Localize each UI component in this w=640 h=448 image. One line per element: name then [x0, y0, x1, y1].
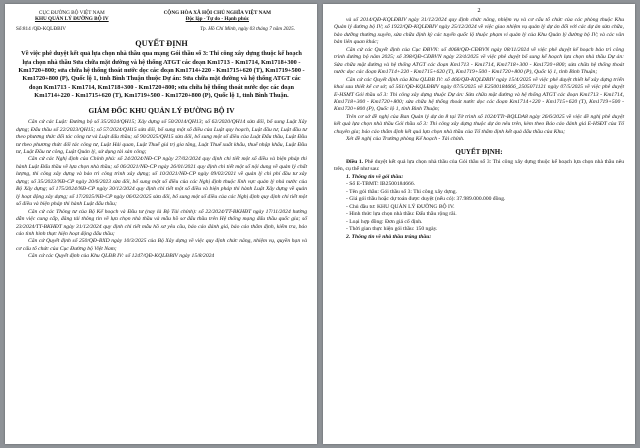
document-meta [16, 26, 307, 32]
section-package-info: 1. Thông tin về gói thầu: [346, 173, 404, 180]
legal-basis-paragraph: Căn cứ các Quyết định của Khu QLĐB IV: số 466/QĐ-KQLĐBIV ngày 15/4/2025 về việc phê duyệt thiết kế xây dựng triển khai sau thiết kế cơ sở; số 561/QĐ-KQLĐBIV ngày 07/5/2025 về E2500184666_2505071121 ngày 07/5/2025 về việc phê duyệt E-HSMT Gói thầu số 3: Thi công xây dựng thuộc Dự án: Sửa chữa mặt đường và hệ thống ATGT các đoạn Km1713 - Km1714, Km1718+300 - Km1720+800; sửa chữa hệ thống thoát nước dọc các đoạn Km1714+220 - Km1715+620 (T), Km1719+500 - Km1720+800 (P), Quốc lộ 1, tỉnh Bình Thuận; [334, 76, 624, 113]
letterhead [16, 10, 307, 22]
legal-basis-paragraph: Căn cứ các Nghị định của Chính phủ: số 24/2024/NĐ-CP ngày 27/02/2024 quy định chi tiết một số điều và biện pháp thi hành Luật Đấu thầu về lựa chọn nhà thầu; số 06/2021/NĐ-CP ngày 26/01/2021 quy định chi tiết một số nội dung về quản lý chất lượng, thi công xây dựng và bảo trì công trình xây dựng; số 10/2021/NĐ-CP ngày 09/02/2021 về quản lý chi phí đầu tư xây dựng; số 35/2023/NĐ-CP ngày 20/6/2023 sửa đổi, bổ sung một số điều của các Nghị định thuộc lĩnh vực quản lý nhà nước của Bộ Xây dựng; số 175/2024/NĐ-CP ngày 30/12/2024 quy định chi tiết một số điều và biện pháp thi hành Luật Xây dựng về quản lý hoạt động xây dựng; số 17/2025/NĐ-CP ngày 06/02/2025 sửa đổi, bổ sung một số điều của các Nghị định quy định chi tiết một số điều và biện pháp thi hành Luật đấu thầu; [16, 156, 307, 208]
article-1 [334, 159, 624, 174]
article-1-label: Điều 1. [346, 158, 364, 165]
agency-name: KHU QUẢN LÝ ĐƯỜNG BỘ IV [34, 16, 109, 23]
nation-block [128, 10, 307, 22]
package-info-item: - Giá gói thầu hoặc dự toán được duyệt (nếu có): 37.989.000.000 đồng. [346, 196, 506, 203]
consideration-paragraph: Xét đề nghị của Trưởng phòng Kế hoạch - Tài chính. [346, 136, 465, 143]
nation-name: CỘNG HÒA XÃ HỘI CHỦ NGHĨA VIỆT NAM [163, 10, 272, 16]
legal-basis-paragraph: Căn cứ Quyết định số 250/QĐ-BXD ngày 10/3/2025 của Bộ Xây dựng về việc quy định chức năng, nhiệm vụ, quyền hạn và cơ cấu tổ chức của Cục Đường bộ Việt Nam; [16, 238, 307, 252]
package-info-item: - Số E-TBMT: IB2500184666. [346, 181, 416, 188]
package-info-item: - Thời gian thực hiện gói thầu: 150 ngày. [346, 226, 438, 233]
agency-block [16, 10, 128, 22]
legal-basis-paragraph: Căn cứ các Luật: Đường bộ số 35/2024/QH15; Xây dựng số 50/2014/QH13; số 62/2020/QH14 sửa đổi, bổ sung Luật Xây dựng; Đấu thầu số 22/2023/QH15; số 57/2024/QH15 sửa đổi, bổ sung một số điều của Luật quy hoạch, Luật đầu tư, Luật đầu tư theo phương thức đối tác công tư và Luật đấu thầu; số 90/2025/QH15 sửa đổi, bổ sung một số điều của Luật Đấu thầu, Luật Đầu tư theo phương thức đối tác công tư, Luật Hải quan, Luật Thuế giá trị gia tăng, Luật Thuế xuất khẩu, thuế nhập khẩu, Luật Đầu tư, Luật Đầu tư công, Luật Quản lý, sử dụng tài sản công; [16, 119, 307, 155]
package-info-item: - Loại hợp đồng: Đơn giá cố định. [346, 218, 423, 225]
page-number: 2 [477, 8, 481, 14]
proposal-paragraph: Trên cơ sở đề nghị của Ban Quản lý dự án 8 tại Tờ trình số 1024/TTr-BQLDA8 ngày 26/6/2025 về việc đề nghị phê duyệt kết quả lựa chọn nhà thầu Gói thầu số 3: Thi công xây dựng thuộc dự án nêu trên, kèm theo Báo cáo đánh giá E-HSĐT của Tổ chuyên gia; báo cáo thẩm định kết quả lựa chọn nhà thầu của Tổ thẩm định kết quả đấu thầu của Khu; [334, 113, 624, 135]
legal-basis-paragraph: và số 2014/QĐ-KQLĐBIV ngày 31/12/2024 quy định chức năng, nhiệm vụ và cơ cấu tổ chức của các phòng thuộc Khu Quản lý đường bộ IV; số 1922/QĐ-KQLĐBIV ngày 25/12/2024 về việc giao nhiệm vụ quản lý dự án đối với các dự án sửa chữa, bảo dưỡng thường xuyên, sửa chữa định kỳ các tuyến quốc lộ thuộc phạm vi quản lý của Khu Quản lý đường bộ IV; và các văn bản liên quan khác; [334, 17, 624, 46]
document-number: Số:814 /QĐ-KQLĐBIV [16, 26, 67, 33]
decides-heading: QUYẾT ĐỊNH: [455, 147, 503, 156]
document-page-1 [5, 4, 317, 444]
package-info-item: - Tên gói thầu: Gói thầu số 3: Thi công xây dựng. [346, 188, 457, 195]
legal-basis-paragraph: Căn cứ các Quyết định của Khu QLĐB IV: số 1247/QĐ-KQLĐBIV ngày 15/8/2024 [28, 253, 215, 260]
legal-basis-paragraph: Căn cứ các Quyết định của Cục ĐBVN: số 4068/QĐ-CĐBVN ngày 08/11/2024 về việc phê duyệt kế hoạch bảo trì công trình đường bộ năm 2025; số 398/QĐ-CĐBVN ngày 23/4/2025 về việc phê duyệt bổ sung kế hoạch lựa chọn nhà thầu Dự án: Sửa chữa mặt đường và hệ thống ATGT các đoạn Km1713 - Km1714, Km1718+300 - Km1720+800; sửa chữa hệ thống thoát nước dọc các đoạn Km1714+220 - Km1715+620 (T), Km1719+500 - Km1720+800 (P), Quốc lộ 1, tỉnh Bình Thuận; [334, 46, 624, 76]
issuing-authority: GIÁM ĐỐC KHU QUẢN LÝ ĐƯỜNG BỘ IV [88, 106, 235, 116]
section-winning-contractor: 2. Thông tin về nhà thầu trúng thầu: [346, 233, 432, 240]
article-1-text: Phê duyệt kết quả lựa chọn nhà thầu của Gói thầu số 3: Thi công xây dựng thuộc kế hoạch lựa chọn nhà thầu nêu trên, cụ thể như sau: [334, 158, 625, 173]
package-info-item: - Hình thức lựa chọn nhà thầu: Đấu thầu rộng rãi. [346, 211, 457, 218]
agency-parent: CỤC ĐƯỜNG BỘ VIỆT NAM [38, 10, 105, 16]
decision-subject: Về việc phê duyệt kết quả lựa chọn nhà thầu qua mạng Gói thầu số 3: Thi công xây dựng thuộc kế hoạch lựa chọn nhà thầu Sửa chữa mặt đường và hệ thống ATGT các đoạn Km1713 - Km1714, Km1718+300 - Km1720+800; sửa chữa hệ thống thoát nước dọc các đoạn Km1714+220 - Km1715+620 (T), Km1719+500 - Km1720+800 (P), Quốc lộ 1, tỉnh Bình Thuận thuộc Dự án: Sửa chữa mặt đường và hệ thống ATGT các đoạn Km1713 - Km1714, Km1718+300 - Km1720+800; sửa chữa hệ thống thoát nước dọc các đoạn Km1714+220 - Km1715+620 (T), Km1719+500 - Km1720+800 (P), Quốc lộ 1, tỉnh Bình Thuận. [18, 50, 305, 99]
decision-title: QUYẾT ĐỊNH [135, 39, 188, 49]
document-page-2 [323, 4, 635, 444]
package-info-item: - Chủ đầu tư: KHU QUẢN LÝ ĐƯỜNG BỘ IV. [346, 203, 455, 210]
legal-basis-paragraph: Căn cứ các Thông tư của Bộ Kế hoạch và Đầu tư (nay là Bộ Tài chính): số 22/2024/TT-BKHĐT ngày 17/11/2024 hướng dẫn việc cung cấp, đăng tải thông tin về lựa chọn nhà thầu và mẫu hồ sơ đấu thầu trên Hệ thống mạng đấu thầu quốc gia; số 23/2024/TT-BKHĐT ngày 31/12/2024 quy định chi tiết mẫu hồ sơ yêu cầu, báo cáo đánh giá, báo cáo thẩm định, kiểm tra, báo cáo tình hình thực hiện hoạt động đấu thầu; [16, 208, 307, 237]
motto: Độc lập - Tự do - Hạnh phúc [185, 16, 250, 23]
place-date: Tp. Hồ Chí Minh, ngày 03 tháng 7 năm 2025. [200, 26, 295, 33]
